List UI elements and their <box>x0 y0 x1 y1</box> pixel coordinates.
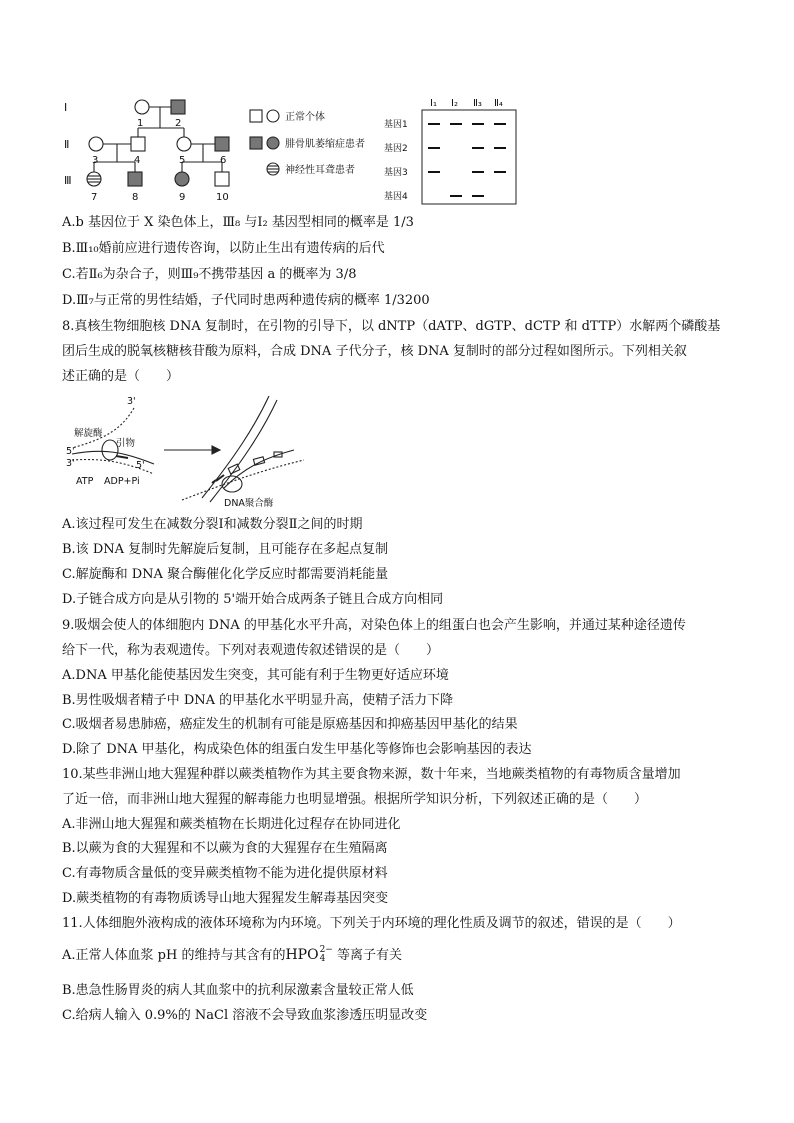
q10-option-d: D.蕨类植物的有毒物质诱导山地大猩猩发生解毒基因突变 <box>62 891 389 906</box>
gen-label-1: Ⅰ <box>64 101 68 114</box>
q9-stem-1: 9.吸烟会使人的体细胞内 DNA 的甲基化水平升高，对染色体上的组蛋白也会产生影响，并通过某种途径遗传 <box>62 618 686 633</box>
q11-a-ion-count: 4 <box>319 954 326 964</box>
ind-num-6: 6 <box>220 155 227 166</box>
gel-row-4: 基因4 <box>384 192 408 202</box>
label-5prime-left: 5' <box>66 446 75 457</box>
q8-stem-3: 述正确的是（ ） <box>62 369 180 384</box>
q11-option-a <box>62 946 402 965</box>
q9-option-a: A.DNA 甲基化能使基因发生突变，其可能有利于生物更好适应环境 <box>62 668 449 683</box>
q11-a-ion-charge: 2− <box>319 945 333 955</box>
ind-num-8: 8 <box>132 192 139 203</box>
q8-option-d: D.子链合成方向是从引物的 5'端开始合成两条子链且合成方向相同 <box>62 592 444 607</box>
q10-option-c: C.有毒物质含量低的变异蕨类植物不能为进化提供原材料 <box>62 866 388 881</box>
q9-option-c: C.吸烟者易患肺癌，癌症发生的机制有可能是原癌基因和抑癌基因甲基化的结果 <box>62 717 518 732</box>
q8-option-a: A.该过程可发生在减数分裂Ⅰ和减数分裂Ⅱ之间的时期 <box>62 517 363 532</box>
q8-option-b: B.该 DNA 复制时先解旋后复制，且可能存在多起点复制 <box>62 542 389 557</box>
legend-deaf: 神经性耳聋患者 <box>285 165 355 176</box>
label-helicase: 解旋酶 <box>74 428 103 439</box>
label-primer: 引物 <box>116 438 136 449</box>
gel-col-1: Ⅰ₁ <box>430 98 437 109</box>
q11-option-b: B.患急性肠胃炎的病人其血浆中的抗利尿激素含量较正常人低 <box>62 983 414 998</box>
ind-num-10: 10 <box>216 192 229 203</box>
gel-figure <box>384 94 519 206</box>
q8-stem-1: 8.真核生物细胞核 DNA 复制时，在引物的引导下，以 dNTP（dATP、dGTP、dCTP 和 dTTP）水解两个磷酸基 <box>62 319 721 334</box>
q11-a-ion <box>285 947 332 963</box>
q9-option-d: D.除了 DNA 甲基化，构成染色体的组蛋白发生甲基化等修饰也会影响基因的表达 <box>62 742 532 757</box>
gel-col-3: Ⅱ₃ <box>473 98 482 109</box>
label-adp: ADP+Pi <box>104 476 140 487</box>
label-5prime-right: 5' <box>136 460 145 471</box>
dna-replication-figure <box>64 388 324 508</box>
gel-col-4: Ⅱ₄ <box>494 98 503 109</box>
gel-row-1: 基因1 <box>384 120 408 130</box>
q7-option-a: A.b 基因位于 X 染色体上，Ⅲ₈ 与Ⅰ₂ 基因型相同的概率是 1/3 <box>62 215 414 230</box>
q9-option-b: B.男性吸烟者精子中 DNA 的甲基化水平明显升高，使精子活力下降 <box>62 693 454 708</box>
q9-stem-2: 给下一代，称为表观遗传。下列对表观遗传叙述错误的是（ ） <box>62 643 440 658</box>
q8-option-c: C.解旋酶和 DNA 聚合酶催化化学反应时都需要消耗能量 <box>62 567 389 582</box>
gen-label-2: Ⅱ <box>64 138 70 151</box>
label-3prime-left: 3' <box>66 458 75 469</box>
q11-option-c: C.给病人输入 0.9%的 NaCl 溶液不会导致血浆渗透压明显改变 <box>62 1008 428 1023</box>
label-3prime-top: 3' <box>127 396 136 407</box>
q11-stem: 11.人体细胞外液构成的液体环境称为内环境。下列关于内环境的理化性质及调节的叙述，错误的是（ ） <box>62 916 681 931</box>
ind-num-2: 2 <box>175 118 182 129</box>
ind-num-9: 9 <box>179 192 186 203</box>
q8-stem-2: 团后生成的脱氧核糖核苷酸为原料，合成 DNA 子代分子，核 DNA 复制时的部分过程如图所示。下列相关叙 <box>62 344 687 359</box>
q11-a-post: 等离子有关 <box>332 948 402 963</box>
q10-stem-1: 10.某些非洲山地大猩猩种群以蕨类植物作为其主要食物来源，数十年来，当地蕨类植物的有毒物质含量增加 <box>62 767 681 782</box>
gen-label-3: Ⅲ <box>64 174 72 187</box>
q7-option-c: C.若Ⅱ₆为杂合子，则Ⅲ₉不携带基因 a 的概率为 3/8 <box>62 267 357 282</box>
ind-num-4: 4 <box>134 155 141 166</box>
legend-cmt: 腓骨肌萎缩症患者 <box>285 139 365 150</box>
q10-option-a: A.非洲山地大猩猩和蕨类植物在长期进化过程存在协同进化 <box>62 817 401 832</box>
label-dna-polymerase: DNA聚合酶 <box>224 498 274 508</box>
ind-num-5: 5 <box>179 155 186 166</box>
label-atp: ATP <box>76 476 94 487</box>
q11-a-pre: A.正常人体血浆 pH 的维持与其含有的 <box>62 948 286 963</box>
pedigree-chart <box>62 92 382 207</box>
q10-stem-2: 了近一倍，而非洲山地大猩猩的解毒能力也明显增强。根据所学知识分析，下列叙述正确的是（ ） <box>62 792 648 807</box>
q10-option-b: B.以蕨为食的大猩猩和不以蕨为食的大猩猩存在生殖隔离 <box>62 841 388 856</box>
q7-option-b: B.Ⅲ₁₀婚前应进行遗传咨询，以防止生出有遗传病的后代 <box>62 241 385 256</box>
q11-a-ion-base: HPO <box>285 947 319 963</box>
legend-normal: 正常个体 <box>285 112 325 123</box>
gel-row-3: 基因3 <box>384 168 408 178</box>
gel-col-2: Ⅰ₂ <box>451 98 458 109</box>
ind-num-7: 7 <box>91 192 98 203</box>
q7-option-d: D.Ⅲ₇与正常的男性结婚，子代同时患两种遗传病的概率 1/3200 <box>62 293 430 308</box>
ind-num-1: 1 <box>137 118 144 129</box>
ind-num-3: 3 <box>92 155 99 166</box>
gel-row-2: 基因2 <box>384 144 408 154</box>
